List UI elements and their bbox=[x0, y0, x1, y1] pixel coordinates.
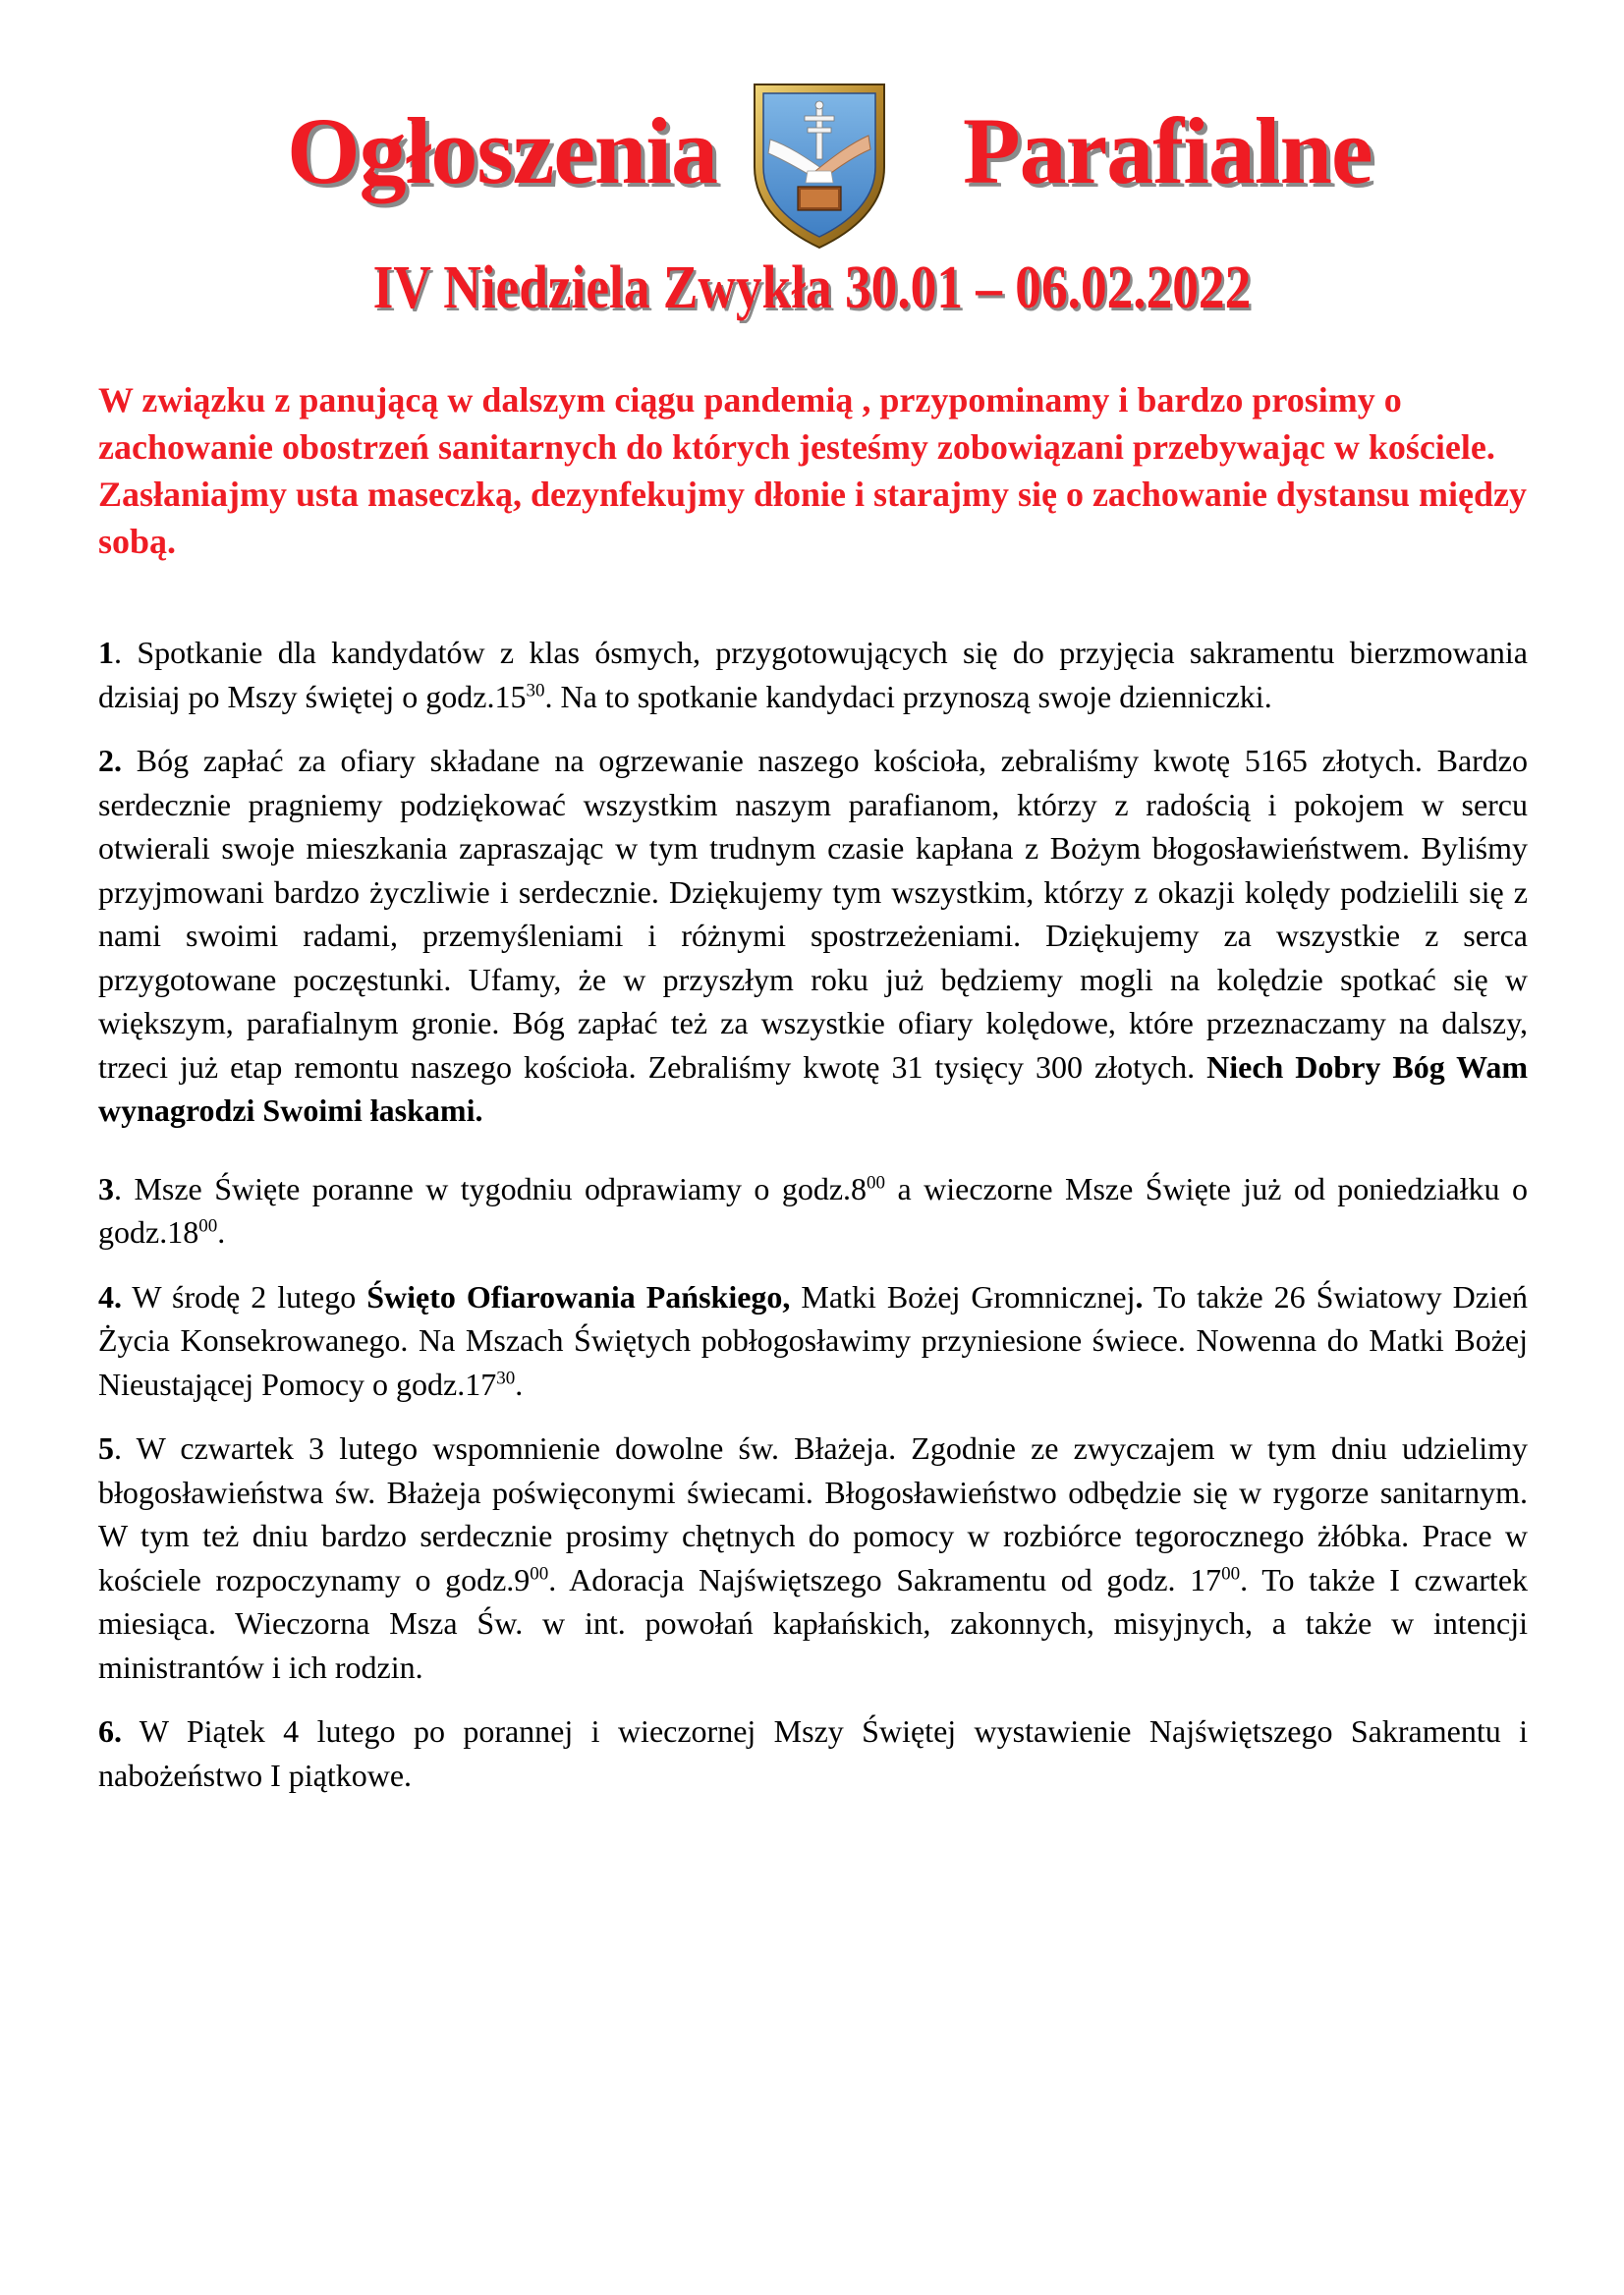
header bbox=[0, 69, 1624, 265]
item-text: To także 26 Światowy Dzień Życia Konsekrowanego. Na Mszach Świętych pobłogosławimy przyniesione świece. Nowenna do Matki Bożej Nieustającej Pomocy o godz.17 bbox=[98, 1278, 1529, 1402]
item-text: Bóg zapłać za ofiary składane na ogrzewanie naszego kościoła, zebraliśmy kwotę 5165 złotych. Bardzo serdecznie pragniemy podziękować wszystkim naszym parafianom, którzy z radością i pokojem w sercu otwierali swoje mieszkania zapraszając w tym trudnym czasie kapłana z Bożym błogosławieństwem. Byliśmy przyjmowani bardzo życzliwie i serdecznie. Dziękujemy tym wszystkim, którzy z okazji kolędy podzielili się z nami swoimi radami, przemyśleniami i różnymi spostrzeżeniami. Dziękujemy za wszystkie z serca przygotowane poczęstunki. Ufamy, że w przyszłym roku już będziemy mogli na kolędzie spotkać się w większym, parafialnym gronie. Bóg zapłać też za wszystkie ofiary kolędowe, które przeznaczamy na dalszy, trzeci już etap remontu naszego kościoła. Zebraliśmy kwotę 31 tysięcy 300 złotych. bbox=[98, 743, 1528, 1085]
item-text: . Spotkanie dla kandydatów z klas ósmych, przygotowujących się do przyjęcia sakramentu bierzmowania dzisiaj po Mszy świętej o godz.15 bbox=[98, 635, 1528, 714]
item-text: Matki Bożej Gromnicznej bbox=[790, 1278, 1136, 1315]
announcement-item-4 bbox=[98, 1275, 1528, 1407]
item-text: . Adoracja Najświętszego Sakramentu od godz. 17 bbox=[548, 1561, 1222, 1597]
time-superscript: 00 bbox=[1221, 1562, 1241, 1584]
announcement-item-2 bbox=[98, 739, 1528, 1133]
item-text: . To także I czwartek miesiąca. Wieczorna Msza Św. w int. powołań kapłańskich, zakonnych, misyjnych, a także w intencji ministrantów i ich rodzin. bbox=[98, 1561, 1529, 1685]
item-text: a wieczorne Msze Święte już od poniedziałku o godz.18 bbox=[98, 1170, 1528, 1250]
item-number: 4. bbox=[98, 1278, 122, 1315]
announcement-item-1 bbox=[98, 631, 1528, 718]
announcement-item-5 bbox=[98, 1427, 1528, 1689]
item-number: 6. bbox=[98, 1713, 122, 1749]
item-text: . bbox=[217, 1214, 226, 1250]
announcement-item-3 bbox=[98, 1167, 1528, 1255]
item-text: W środę 2 lutego bbox=[122, 1278, 367, 1315]
time-superscript: 00 bbox=[530, 1562, 549, 1584]
item-number: 5 bbox=[98, 1430, 114, 1466]
item-number: 3 bbox=[98, 1170, 114, 1206]
item-number: 1 bbox=[98, 635, 114, 670]
time-superscript: 00 bbox=[867, 1171, 886, 1193]
item-bold-text: . bbox=[1135, 1278, 1144, 1315]
item-bold-text: Święto Ofiarowania Pańskiego, bbox=[366, 1278, 791, 1315]
announcements-list bbox=[98, 631, 1528, 1797]
title-right: Parafialne bbox=[963, 98, 1372, 203]
item-text: . bbox=[515, 1366, 524, 1402]
time-superscript: 30 bbox=[496, 1367, 516, 1388]
subtitle: IV Niedziela Zwykła 30.01 – 06.02.2022 bbox=[372, 254, 1252, 321]
time-superscript: 00 bbox=[198, 1215, 218, 1237]
item-text: W Piątek 4 lutego po porannej i wieczornej Mszy Świętej wystawienie Najświętszego Sakramentu i nabożeństwo I piątkowe. bbox=[98, 1713, 1528, 1793]
item-text: . Na to spotkanie kandydaci przynoszą swoje dzienniczki. bbox=[544, 678, 1272, 714]
sanitary-notice: W związku z panującą w dalszym ciągu pandemią , przypominamy i bardzo prosimy o zachowanie obostrzeń sanitarnych do których jesteśmy zobowiązani przebywając w kościele. Zasłaniajmy usta maseczką, dezynfekujmy dłonie i starajmy się o zachowanie dystansu między sobą. bbox=[98, 380, 1527, 561]
announcement-item-6 bbox=[98, 1709, 1528, 1797]
time-superscript: 30 bbox=[526, 679, 545, 700]
item-text: . Msze Święte poranne w tygodniu odprawiamy o godz.8 bbox=[114, 1170, 868, 1206]
item-text: . W czwartek 3 lutego wspomnienie dowolne św. Błażeja. Zgodnie ze zwyczajem w tym dniu udzielimy błogosławieństwa św. Błażeja poświęconymi świecami. Błogosławieństwo odbędzie się w rygorze sanitarnym. W tym też dniu bardzo serdecznie prosimy chętnych do pomocy w rozbiórce tegorocznego żłóbka. Prace w kościele rozpoczynamy o godz.9 bbox=[98, 1430, 1528, 1597]
item-bold-text: Niech Dobry Bóg Wam wynagrodzi Swoimi łaskami. bbox=[98, 1048, 1529, 1128]
title-left: Ogłoszenia bbox=[287, 98, 717, 203]
coat-of-arms-icon bbox=[747, 77, 892, 252]
item-number: 2. bbox=[98, 743, 122, 778]
